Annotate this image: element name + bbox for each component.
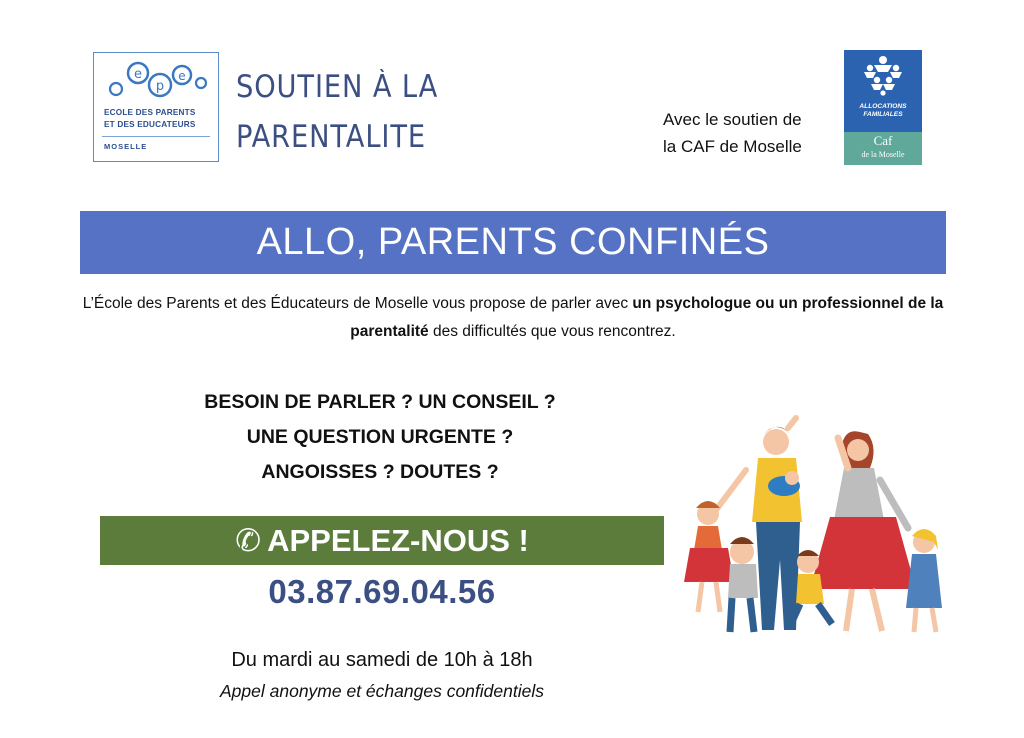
questions-block: [150, 385, 610, 490]
intro-text-1: L’École des Parents et des Éducateurs de Moselle vous propose de parler avec: [82, 295, 633, 312]
question-line: UNE QUESTION URGENTE ?: [246, 426, 514, 448]
opening-hours: Du mardi au samedi de 10h à 18h: [231, 649, 533, 671]
support-text: [663, 106, 802, 160]
girl-right-figure: [906, 529, 942, 632]
caf-family-icon: [844, 50, 922, 102]
intro-text-2: des difficultés que vous rencontrez.: [428, 323, 676, 340]
epe-logo-line2: ET DES EDUCATEURS: [104, 120, 196, 129]
page-title: [236, 62, 465, 162]
phone-number-link[interactable]: 03.87.69.04.56: [268, 573, 496, 610]
girl-left-figure: [684, 501, 734, 612]
call-us-label: APPELEZ-NOUS !: [267, 523, 529, 558]
caf-logo-top: [844, 50, 922, 132]
intro-paragraph: [80, 290, 946, 346]
support-text-line1: Avec le soutien de: [663, 110, 802, 129]
epe-logo-divider: [102, 136, 210, 137]
boy-crying-figure: [728, 537, 758, 632]
svg-text:e: e: [178, 69, 186, 83]
support-text-line2: la CAF de Moselle: [663, 137, 802, 156]
caf-logo-sub: de la Moselle: [861, 150, 905, 159]
epe-logo-line3: MOSELLE: [104, 142, 148, 151]
caf-logo-allocations: [844, 103, 922, 119]
caf-logo-alloc-line2: FAMILIALES: [863, 111, 903, 118]
mother-figure: [810, 431, 916, 631]
phone-icon: ✆: [235, 523, 262, 558]
anonymous-note: Appel anonyme et échanges confidentiels: [220, 681, 544, 701]
page-title-line2: PARENTALITE: [236, 119, 426, 155]
caf-logo-alloc-line1: ALLOCATIONS: [859, 103, 907, 110]
stressed-family-illustration: [680, 412, 945, 644]
page-title-line1: SOUTIEN À LA: [236, 69, 439, 105]
caf-logo: [844, 50, 922, 165]
call-us-bar: [100, 516, 664, 565]
epe-bubbles-icon: [94, 53, 220, 103]
caf-logo-word: Caf: [873, 133, 893, 148]
intro-bold-text: un psychologue ou un professionnel de la parentalité: [350, 295, 944, 340]
svg-text:e: e: [134, 67, 142, 82]
question-line: BESOIN DE PARLER ? UN CONSEIL ?: [204, 391, 556, 413]
svg-text:p: p: [155, 79, 165, 94]
question-line: ANGOISSES ? DOUTES ?: [261, 461, 499, 483]
main-banner: ALLO, PARENTS CONFINÉS: [80, 211, 946, 274]
epe-logo: [93, 52, 219, 162]
epe-logo-line1: ECOLE DES PARENTS: [104, 108, 196, 117]
